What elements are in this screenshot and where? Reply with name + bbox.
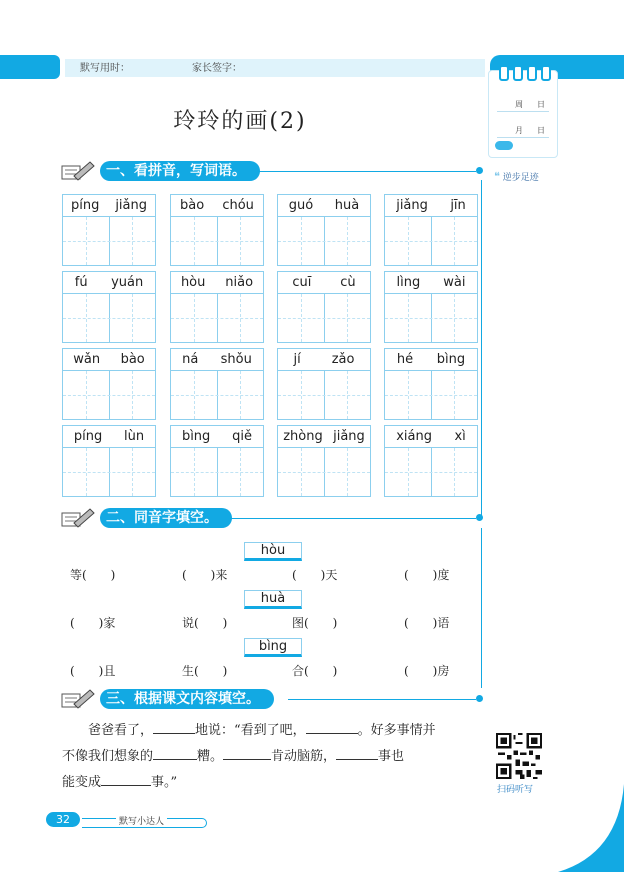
qr-code[interactable] bbox=[496, 733, 542, 779]
pinyin-writing-box[interactable] bbox=[62, 348, 156, 420]
section2-dot bbox=[476, 514, 483, 521]
pinyin-syllable: xiáng bbox=[396, 428, 432, 444]
pinyin-writing-box[interactable] bbox=[62, 271, 156, 343]
passage-text: 爸爸看了， bbox=[88, 723, 154, 738]
calendar-ring bbox=[499, 65, 509, 81]
pinyin-label bbox=[171, 349, 263, 369]
pinyin-label bbox=[385, 349, 477, 369]
grid-dashed-line bbox=[385, 395, 477, 396]
pinyin-writing-box[interactable] bbox=[277, 348, 371, 420]
homophone-item: 等( ) bbox=[70, 568, 116, 582]
tianzige-grid bbox=[278, 370, 370, 419]
pinyin-writing-box[interactable] bbox=[62, 425, 156, 497]
pinyin-label bbox=[385, 272, 477, 292]
passage-text: 地说：“看到了吧， bbox=[195, 723, 306, 738]
pinyin-syllable: ná bbox=[182, 351, 199, 367]
homophone-row bbox=[70, 566, 480, 584]
grid-dashed-line bbox=[278, 395, 370, 396]
tianzige-grid bbox=[63, 370, 155, 419]
homophone-item: ( )房 bbox=[404, 664, 450, 678]
pinyin-syllable: jiǎng bbox=[333, 428, 365, 444]
book-title: 默写小达人 bbox=[116, 814, 167, 827]
calendar-month-label: 月 bbox=[515, 126, 523, 135]
pinyin-writing-box[interactable] bbox=[170, 194, 264, 266]
pinyin-writing-box[interactable] bbox=[277, 425, 371, 497]
section3-header bbox=[60, 688, 486, 710]
tianzige-grid bbox=[385, 370, 477, 419]
section2-label: 二、同音字填空。 bbox=[100, 508, 232, 528]
page-title: 玲玲的画(2) bbox=[173, 109, 307, 134]
pinyin-writing-box[interactable] bbox=[384, 194, 478, 266]
calendar-ring bbox=[527, 65, 537, 81]
grid-dashed-line bbox=[171, 241, 263, 242]
calendar-line bbox=[497, 137, 549, 138]
pinyin-syllable: hé bbox=[396, 351, 414, 367]
section2-rule bbox=[226, 518, 476, 519]
answer-blank[interactable] bbox=[223, 745, 271, 760]
pinyin-syllable: xì bbox=[454, 428, 466, 444]
pinyin-label bbox=[63, 349, 155, 369]
calendar-ring bbox=[541, 65, 551, 81]
steps-text: 逆步足迹 bbox=[502, 173, 539, 183]
passage-text: 糟。 bbox=[197, 749, 224, 764]
pinyin-syllable: píng bbox=[70, 197, 100, 213]
pinyin-writing-box[interactable] bbox=[277, 194, 371, 266]
passage-line bbox=[62, 718, 482, 744]
pinyin-syllable: fú bbox=[74, 274, 88, 290]
qr-caption: 扫码听写 bbox=[497, 785, 534, 795]
pinyin-label bbox=[278, 272, 370, 292]
tianzige-grid bbox=[171, 293, 263, 342]
passage-text: 事。” bbox=[151, 775, 178, 790]
tianzige-grid bbox=[278, 293, 370, 342]
grid-dashed-line bbox=[63, 472, 155, 473]
pencil-notebook-icon bbox=[60, 507, 96, 529]
homophone-row bbox=[70, 662, 480, 680]
grid-dashed-line bbox=[63, 318, 155, 319]
passage-text: 肯动脑筋， bbox=[271, 749, 337, 764]
homophone-item: ( )家 bbox=[70, 616, 116, 630]
pinyin-syllable: cù bbox=[340, 274, 356, 290]
tianzige-grid bbox=[63, 447, 155, 496]
passage-line bbox=[62, 744, 482, 770]
pinyin-syllable: chóu bbox=[222, 197, 254, 213]
pinyin-label bbox=[385, 195, 477, 215]
answer-blank[interactable] bbox=[153, 745, 197, 760]
homophone-item: ( )语 bbox=[404, 616, 450, 630]
pinyin-label bbox=[63, 426, 155, 446]
grid-dashed-line bbox=[278, 241, 370, 242]
pinyin-writing-box[interactable] bbox=[170, 348, 264, 420]
pinyin-syllable: shǒu bbox=[220, 351, 252, 367]
pinyin-label bbox=[278, 195, 370, 215]
tianzige-grid bbox=[171, 216, 263, 265]
pinyin-box-bing: bìng bbox=[244, 638, 302, 657]
pinyin-syllable: hòu bbox=[180, 274, 206, 290]
tianzige-grid bbox=[63, 216, 155, 265]
passage-line bbox=[62, 770, 482, 796]
passage-text: 事也 bbox=[378, 749, 405, 764]
pinyin-syllable: yuán bbox=[111, 274, 144, 290]
pinyin-syllable: jiǎng bbox=[396, 197, 428, 213]
pinyin-syllable: jīn bbox=[450, 197, 466, 213]
fill-in-passage bbox=[62, 718, 482, 796]
homophone-item: 生( ) bbox=[182, 664, 228, 678]
tianzige-grid bbox=[385, 293, 477, 342]
tianzige-grid bbox=[171, 447, 263, 496]
homophone-item: ( )来 bbox=[182, 568, 228, 582]
page-corner-decoration bbox=[558, 784, 624, 872]
pinyin-syllable: píng bbox=[73, 428, 103, 444]
calendar-day2-label: 日 bbox=[537, 100, 545, 109]
pinyin-writing-box[interactable] bbox=[170, 271, 264, 343]
grid-dashed-line bbox=[63, 395, 155, 396]
pinyin-label bbox=[385, 426, 477, 446]
pinyin-syllable: bào bbox=[120, 351, 145, 367]
grid-dashed-line bbox=[278, 472, 370, 473]
grid-dashed-line bbox=[385, 472, 477, 473]
homophone-item: ( )天 bbox=[292, 568, 338, 582]
pinyin-writing-box[interactable] bbox=[384, 348, 478, 420]
passage-text: 能变成 bbox=[62, 775, 102, 790]
calendar-day-label: 日 bbox=[537, 126, 545, 135]
homophone-item: 合( ) bbox=[292, 664, 338, 678]
pinyin-syllable: jiǎng bbox=[115, 197, 147, 213]
section2-header bbox=[60, 507, 486, 529]
calendar-pill bbox=[495, 141, 513, 150]
pinyin-writing-box[interactable] bbox=[170, 425, 264, 497]
passage-text: 不像我们想象的 bbox=[62, 749, 154, 764]
footprint-icon: ❝ bbox=[494, 170, 500, 183]
pinyin-syllable: lùn bbox=[124, 428, 145, 444]
tianzige-grid bbox=[63, 293, 155, 342]
pinyin-label bbox=[63, 272, 155, 292]
parent-signature-label: 家长签字： bbox=[192, 63, 242, 74]
pinyin-syllable: bìng bbox=[181, 428, 211, 444]
pinyin-syllable: zhòng bbox=[283, 428, 323, 444]
section3-label: 三、根据课文内容填空。 bbox=[100, 689, 274, 709]
section1-header bbox=[60, 160, 486, 182]
pinyin-label bbox=[278, 349, 370, 369]
answer-blank[interactable] bbox=[336, 745, 378, 760]
homophone-item: 说( ) bbox=[182, 616, 228, 630]
pinyin-writing-box[interactable] bbox=[62, 194, 156, 266]
pinyin-syllable: guó bbox=[288, 197, 314, 213]
calendar-week-label: 周 bbox=[515, 100, 523, 109]
grid-dashed-line bbox=[385, 318, 477, 319]
section1-rule bbox=[250, 171, 476, 172]
grid-dashed-line bbox=[63, 241, 155, 242]
homophone-item: 图( ) bbox=[292, 616, 338, 630]
pinyin-syllable: bào bbox=[180, 197, 205, 213]
calendar-line bbox=[497, 111, 549, 112]
pinyin-syllable: wài bbox=[443, 274, 466, 290]
tianzige-grid bbox=[171, 370, 263, 419]
pinyin-box-hua: huà bbox=[244, 590, 302, 609]
pinyin-label bbox=[171, 195, 263, 215]
calendar-ring bbox=[513, 65, 523, 81]
pinyin-syllable: qiě bbox=[232, 428, 253, 444]
steps-label bbox=[494, 170, 539, 183]
grid-dashed-line bbox=[171, 318, 263, 319]
homophone-item: ( )度 bbox=[404, 568, 450, 582]
tianzige-grid bbox=[278, 216, 370, 265]
time-label: 默写用时： bbox=[80, 63, 130, 74]
homophone-row bbox=[70, 614, 480, 632]
calendar-widget bbox=[488, 70, 558, 158]
pinyin-label bbox=[63, 195, 155, 215]
page-number: 32 bbox=[46, 812, 80, 827]
pinyin-label bbox=[171, 426, 263, 446]
homophone-item: ( )且 bbox=[70, 664, 116, 678]
tianzige-grid bbox=[385, 447, 477, 496]
pinyin-syllable: wǎn bbox=[73, 351, 101, 367]
pinyin-writing-box[interactable] bbox=[384, 271, 478, 343]
grid-dashed-line bbox=[171, 395, 263, 396]
grid-dashed-line bbox=[171, 472, 263, 473]
tianzige-grid bbox=[278, 447, 370, 496]
tianzige-grid bbox=[385, 216, 477, 265]
section3-dot bbox=[476, 695, 483, 702]
pinyin-syllable: zǎo bbox=[331, 351, 355, 367]
pinyin-writing-box[interactable] bbox=[277, 271, 371, 343]
pinyin-syllable: huà bbox=[334, 197, 360, 213]
section3-rule bbox=[288, 699, 476, 700]
section1-vertical-rule bbox=[481, 180, 482, 520]
pinyin-label bbox=[278, 426, 370, 446]
pinyin-syllable: cuī bbox=[292, 274, 312, 290]
pinyin-syllable: lìng bbox=[396, 274, 421, 290]
pencil-notebook-icon bbox=[60, 688, 96, 710]
grid-dashed-line bbox=[385, 241, 477, 242]
answer-blank[interactable] bbox=[153, 719, 195, 734]
answer-blank[interactable] bbox=[306, 719, 358, 734]
pinyin-box-hou: hòu bbox=[244, 542, 302, 561]
section1-label: 一、看拼音，写词语。 bbox=[100, 161, 260, 181]
pencil-notebook-icon bbox=[60, 160, 96, 182]
pinyin-writing-box[interactable] bbox=[384, 425, 478, 497]
header-bar-left bbox=[0, 55, 60, 79]
section2-vertical-rule bbox=[481, 528, 482, 688]
grid-dashed-line bbox=[278, 318, 370, 319]
pinyin-syllable: jí bbox=[293, 351, 301, 367]
passage-text: 。好多事情并 bbox=[357, 723, 436, 738]
pinyin-syllable: niǎo bbox=[225, 274, 254, 290]
pinyin-label bbox=[171, 272, 263, 292]
answer-blank[interactable] bbox=[101, 771, 151, 786]
pinyin-syllable: bìng bbox=[436, 351, 466, 367]
section1-dot bbox=[476, 167, 483, 174]
